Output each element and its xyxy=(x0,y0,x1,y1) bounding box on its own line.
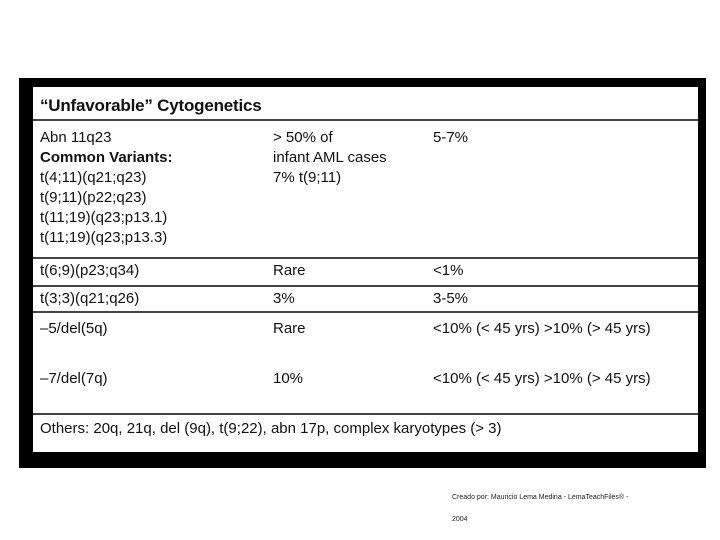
variant-text: t(4;11)(q21;q23) xyxy=(40,169,147,186)
divider xyxy=(33,257,698,259)
table-cell-abnormality: t(6;9)(p23;q34) xyxy=(40,262,140,279)
table-cell-incidence xyxy=(433,128,468,148)
table-cell-frequency: Rare xyxy=(273,262,306,279)
table-cell-incidence: <10% (< 45 yrs) >10% (> 45 yrs) xyxy=(433,320,651,337)
table-cell-incidence: <1% xyxy=(433,262,464,279)
variant-text: t(11;19)(q23;p13.1) xyxy=(40,209,168,226)
divider xyxy=(33,311,698,313)
divider xyxy=(33,285,698,287)
common-variants-label: Common Variants: xyxy=(40,149,173,166)
credit-line: Creado por: Mauricio Lema Medina - LemaTeachFiles® - xyxy=(452,494,629,501)
table-cell-frequency: 10% xyxy=(273,370,304,387)
credit-year: 2004 xyxy=(452,516,468,523)
variant-text: t(11;19)(q23;p13.3) xyxy=(40,229,168,246)
table-cell-abnormality xyxy=(40,128,173,248)
table-title: “Unfavorable” Cytogenetics xyxy=(40,96,262,115)
table-cell-incidence: 3-5% xyxy=(433,290,469,307)
frequency-text: infant AML cases xyxy=(273,149,387,166)
table-cell-frequency: Rare xyxy=(273,320,306,337)
variant-text: t(9;11)(p22;q23) xyxy=(40,189,147,206)
table-cell-incidence: <10% (< 45 yrs) >10% (> 45 yrs) xyxy=(433,370,651,387)
abnormality-text: Abn 11q23 xyxy=(40,129,112,146)
divider xyxy=(33,119,698,121)
frequency-text: 7% t(9;11) xyxy=(273,169,342,186)
divider xyxy=(33,413,698,415)
others-note: Others: 20q, 21q, del (9q), t(9;22), abn 17p, complex karyotypes (> 3) xyxy=(40,420,502,437)
table-cell-abnormality: –5/del(5q) xyxy=(40,320,108,337)
table-cell-abnormality: t(3;3)(q21;q26) xyxy=(40,290,140,307)
table-cell-frequency: 3% xyxy=(273,290,295,307)
frequency-text: > 50% of xyxy=(273,129,333,146)
table-cell-abnormality: –7/del(7q) xyxy=(40,370,108,387)
incidence-text: 5-7% xyxy=(433,129,469,146)
table-cell-frequency xyxy=(273,128,387,188)
